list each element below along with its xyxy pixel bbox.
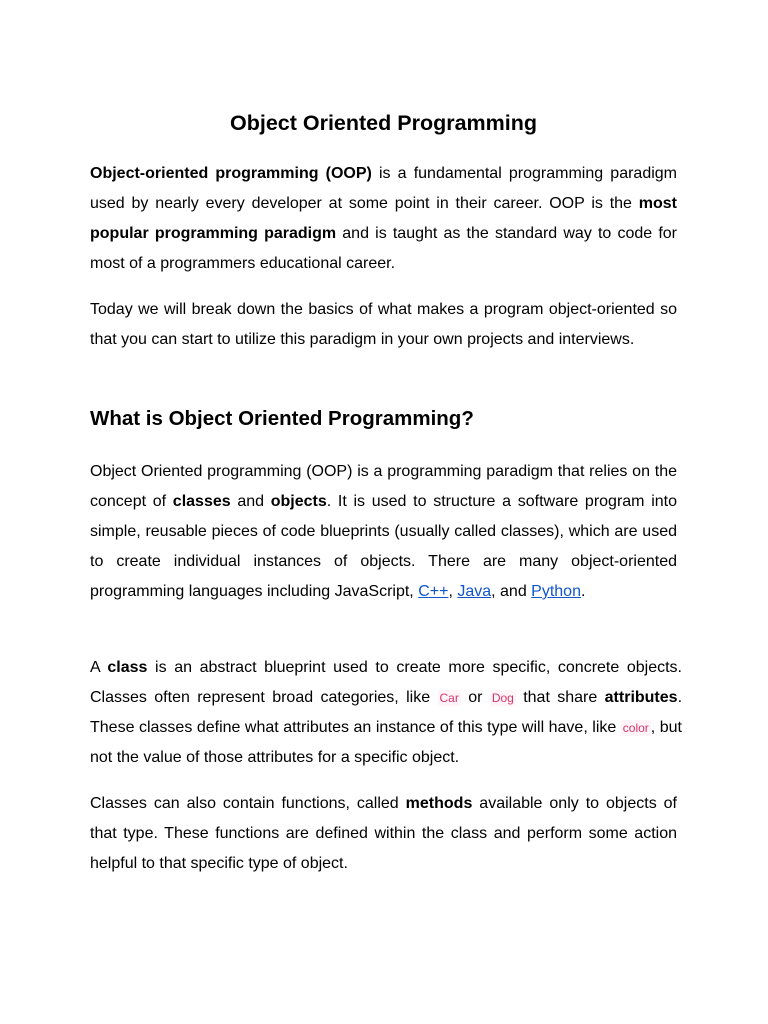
text-run: ,: [448, 583, 458, 600]
text-run: that share: [515, 689, 605, 706]
text-run: , but not the value of those attributes for a specific object.: [90, 719, 682, 766]
text-run: . It is used to structure a software program into simple, reusable pieces of code blueprints (usually called classes), which are used to create individual instances of objects. There are many object-oriented programming languages including JavaScript,: [90, 493, 678, 600]
text-run: and: [230, 493, 271, 510]
document-title: Object Oriented Programming: [229, 111, 538, 135]
bold-term-attributes: attributes: [604, 689, 678, 706]
methods-paragraph: [90, 789, 677, 879]
bold-term-methods: methods: [405, 795, 473, 812]
intro-paragraph-2: Today we will break down the basics of what makes a program object-oriented so that you can start to utilize this paradigm in your own projects and interviews.: [90, 301, 677, 348]
inline-code-dog: Dog: [491, 691, 514, 705]
inline-code-color: color: [622, 721, 649, 735]
text-run: Object Oriented programming (OOP) is a programming paradigm that relies on the concept of: [90, 463, 677, 510]
definition-paragraph: [90, 457, 677, 607]
text-run: A: [90, 659, 108, 676]
text-run: is a fundamental programming paradigm used by nearly every developer at some point in their career. OOP is the: [90, 165, 677, 212]
section-heading: What is Object Oriented Programming?: [90, 407, 474, 430]
text-run: is an abstract blueprint used to create more specific, concrete objects. Classes often represent broad categories, like: [90, 659, 683, 706]
text-run: .: [580, 583, 586, 600]
bold-term-classes: classes: [172, 493, 231, 510]
text-run: available only to objects of that type. These functions are defined within the class and perform some action helpful to that specific type of object.: [90, 795, 678, 872]
link-cpp[interactable]: C++: [418, 583, 449, 600]
link-java[interactable]: Java: [457, 583, 492, 600]
text-run: . These classes define what attributes an instance of this type will have, like: [90, 689, 683, 736]
bold-term-oop: Object-oriented programming (OOP): [90, 165, 372, 182]
inline-code-car: Car: [439, 691, 459, 705]
bold-term-popular-paradigm: most popular programming paradigm: [90, 195, 677, 242]
text-run: Classes can also contain functions, called: [90, 795, 406, 812]
text-run: or: [460, 689, 490, 706]
bold-term-objects: objects: [270, 493, 327, 510]
intro-paragraph-1: [90, 159, 677, 279]
link-python[interactable]: Python: [531, 583, 581, 600]
bold-term-class: class: [107, 659, 148, 676]
text-run: , and: [491, 583, 532, 600]
text-run: and is taught as the standard way to code for most of a programmers educational career.: [90, 225, 678, 272]
class-paragraph: [90, 653, 682, 773]
